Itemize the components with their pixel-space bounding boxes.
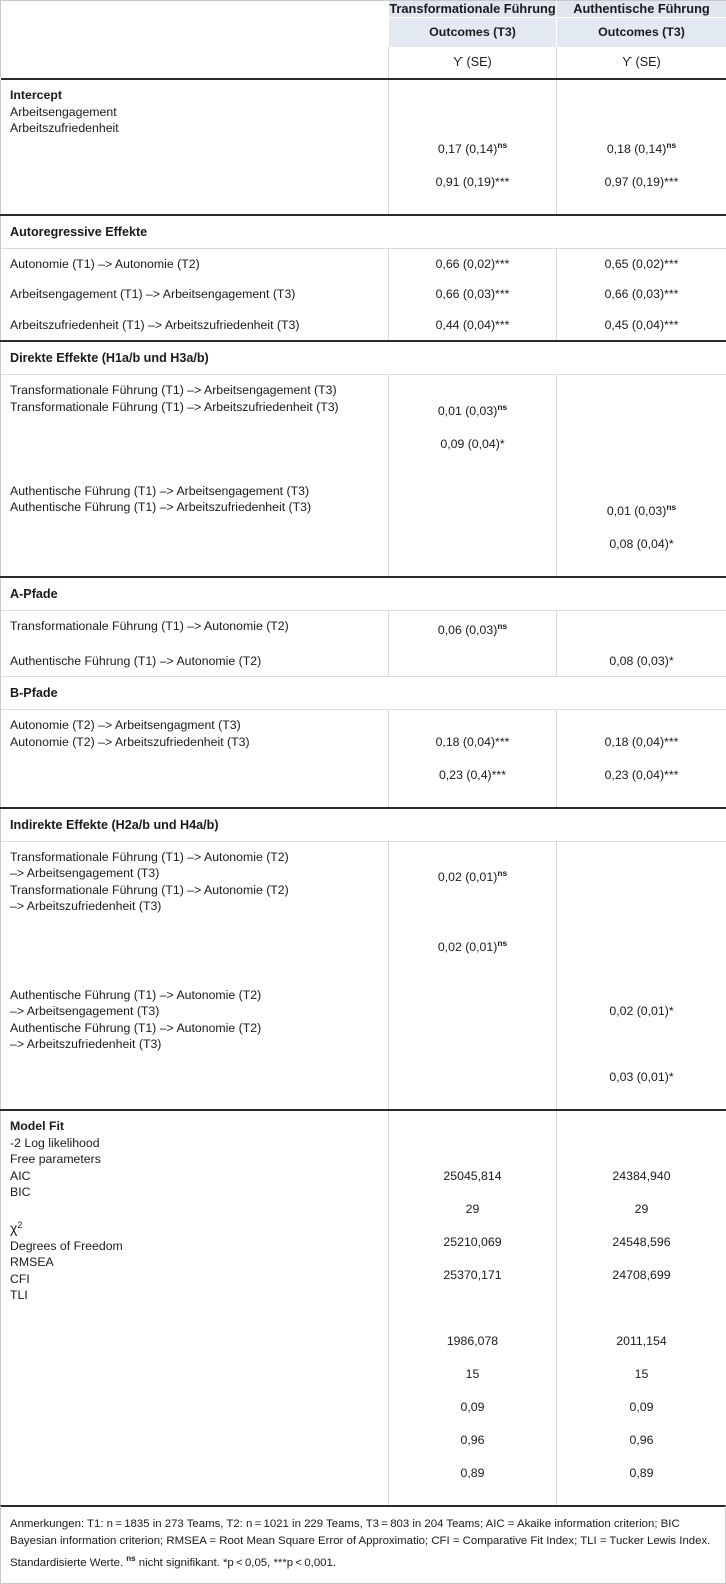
row-label-arbeitsengagement: Arbeitsengagement bbox=[10, 104, 382, 121]
value-cell-indirekt-tf-col1 bbox=[389, 841, 557, 979]
row-label-degrees-of-freedom: Degrees of Freedom bbox=[10, 1238, 382, 1255]
value-log-likelihood-col2: 24384,940 bbox=[563, 1168, 720, 1185]
blank-spacer bbox=[10, 1201, 382, 1218]
row-label-zufriedenheit-t1-t3: Arbeitszufriedenheit (T1) –> Arbeitszufriedenheit (T3) bbox=[1, 310, 389, 342]
row-label-ind-tf-1a: Transformationale Führung (T1) –> Autonomie (T2) bbox=[10, 849, 382, 866]
value-auto2-col1: 0,66 (0,03)*** bbox=[389, 279, 557, 310]
row-label-af-engagement: Authentische Führung (T1) –> Arbeitsengagement (T3) bbox=[10, 483, 382, 500]
chi-exponent: 2 bbox=[17, 1220, 22, 1230]
value-aic-col1: 25210,069 bbox=[395, 1234, 550, 1251]
row-label-ind-af-1a: Authentische Führung (T1) –> Autonomie (T2) bbox=[10, 987, 382, 1004]
table-row-auto1 bbox=[1, 248, 726, 279]
row-label-bic: BIC bbox=[10, 1184, 382, 1201]
value-cell-intercept-col1 bbox=[389, 80, 557, 215]
blank-spacer bbox=[563, 1036, 720, 1053]
value-bic-col2: 24708,699 bbox=[563, 1267, 720, 1284]
value-cell-model-fit-col1 bbox=[389, 1110, 557, 1505]
value-bic-col1: 25370,171 bbox=[395, 1267, 550, 1284]
value-tli-col2: 0,89 bbox=[563, 1465, 720, 1482]
section-header-direkte-effekte bbox=[1, 341, 726, 375]
footnote-line-2: Bayesian information criterion; RMSEA = Root Mean Square Error of Approximatio; CFI = Comparative Fit Index; TLI = Tucker Lewis Index. bbox=[10, 1535, 710, 1547]
value-rmsea-col1: 0,09 bbox=[395, 1399, 550, 1416]
value-af-engagement-col2: 0,01 (0,03) bbox=[607, 504, 666, 518]
value-auto2-col2: 0,66 (0,03)*** bbox=[557, 279, 726, 310]
row-label-b-zufriedenheit: Autonomie (T2) –> Arbeitszufriedenheit (T3) bbox=[10, 734, 382, 751]
value-chi-square-col1: 1986,078 bbox=[395, 1333, 550, 1350]
significance-marker-ns: ns bbox=[497, 140, 507, 150]
row-label-free-parameters: Free parameters bbox=[10, 1151, 382, 1168]
significance-marker-ns: ns bbox=[497, 868, 507, 878]
section-header-a-pfade bbox=[1, 577, 726, 611]
value-cell-a-tf-col2 bbox=[557, 611, 726, 646]
value-ind-af-zufriedenheit-col2: 0,03 (0,01)* bbox=[563, 1069, 720, 1086]
value-free-parameters-col2: 29 bbox=[563, 1201, 720, 1218]
column-symbol-gamma-se-col2: ϒ (SE) bbox=[557, 47, 726, 78]
row-label-direkt-tf bbox=[1, 375, 389, 476]
significance-marker-ns: ns bbox=[126, 1555, 135, 1564]
value-b-zufriedenheit-col1: 0,23 (0,4)*** bbox=[395, 767, 550, 784]
significance-marker-ns: ns bbox=[666, 140, 676, 150]
significance-marker-ns: ns bbox=[497, 402, 507, 412]
section-title-apfade: A-Pfade bbox=[1, 577, 726, 611]
value-auto3-col2: 0,45 (0,04)*** bbox=[557, 310, 726, 342]
value-tf-zufriedenheit-col1: 0,09 (0,04)* bbox=[395, 436, 550, 453]
blank-spacer bbox=[395, 1135, 550, 1152]
header-corner-blank bbox=[1, 1, 389, 79]
row-label-af-zufriedenheit: Authentische Führung (T1) –> Arbeitszufriedenheit (T3) bbox=[10, 499, 382, 516]
value-cfi-col1: 0,96 bbox=[395, 1432, 550, 1449]
footnote-line-1: Anmerkungen: T1: n = 1835 in 273 Teams, T2: n = 1021 in 229 Teams, T3 = 803 in 204 Teams; AIC = Akaike information criterion; BIC bbox=[10, 1518, 680, 1530]
section-title-direkte: Direkte Effekte (H1a/b und H3a/b) bbox=[1, 341, 726, 375]
value-intercept-zufriedenheit-col2: 0,97 (0,19)*** bbox=[563, 174, 720, 191]
row-label-indirekt-tf bbox=[1, 841, 389, 979]
significance-marker-ns: ns bbox=[666, 502, 676, 512]
column-header-transformationale-fuehrung: Transformationale Führung bbox=[389, 1, 557, 18]
table-header-group-row bbox=[1, 1, 726, 18]
value-b-engagement-col1: 0,18 (0,04)*** bbox=[395, 734, 550, 751]
row-label-intercept bbox=[1, 80, 389, 215]
table-row-direkt-tf bbox=[1, 375, 726, 476]
value-cell-model-fit-col2 bbox=[557, 1110, 726, 1505]
value-intercept-engagement-col1: 0,17 (0,14) bbox=[438, 142, 497, 156]
blank-spacer bbox=[563, 1300, 720, 1317]
significance-marker-ns: ns bbox=[497, 621, 507, 631]
section-title-bpfade: B-Pfade bbox=[1, 677, 726, 710]
row-label-chi-square bbox=[10, 1217, 382, 1238]
table-row-intercept bbox=[1, 80, 726, 215]
value-intercept-engagement-col2: 0,18 (0,14) bbox=[607, 142, 666, 156]
value-cell-direkt-af-col1 bbox=[389, 476, 557, 578]
value-cell-indirekt-tf-col2 bbox=[557, 841, 726, 979]
row-label-arbeitszufriedenheit: Arbeitszufriedenheit bbox=[10, 120, 382, 137]
row-label-model-fit bbox=[1, 1110, 389, 1505]
value-cell-direkt-tf-col1 bbox=[389, 375, 557, 476]
footnote-line-3-suffix: nicht signifikant. *p < 0,05, ***p < 0,001. bbox=[136, 1557, 336, 1569]
row-label-cfi: CFI bbox=[10, 1271, 382, 1288]
value-aic-col2: 24548,596 bbox=[563, 1234, 720, 1251]
table-footnote bbox=[0, 1505, 726, 1584]
column-header-authentische-fuehrung: Authentische Führung bbox=[557, 1, 726, 18]
chi-symbol: χ bbox=[10, 1220, 17, 1236]
value-cell-direkt-tf-col2 bbox=[557, 375, 726, 476]
value-free-parameters-col1: 29 bbox=[395, 1201, 550, 1218]
row-label-tf-zufriedenheit: Transformationale Führung (T1) –> Arbeitszufriedenheit (T3) bbox=[10, 399, 382, 416]
value-auto1-col1: 0,66 (0,02)*** bbox=[389, 248, 557, 279]
value-chi-square-col2: 2011,154 bbox=[563, 1333, 720, 1350]
row-label-ind-tf-2a: Transformationale Führung (T1) –> Autonomie (T2) bbox=[10, 882, 382, 899]
value-b-zufriedenheit-col2: 0,23 (0,04)*** bbox=[563, 767, 720, 784]
blank-spacer bbox=[395, 902, 550, 919]
value-cell-indirekt-af-col2 bbox=[557, 980, 726, 1111]
section-header-b-pfade bbox=[1, 677, 726, 710]
row-label-ind-af-1b: –> Arbeitsengagement (T3) bbox=[10, 1003, 382, 1020]
blank-spacer bbox=[395, 1300, 550, 1317]
value-cell-intercept-col2 bbox=[557, 80, 726, 215]
row-label-tf-engagement: Transformationale Führung (T1) –> Arbeitsengagement (T3) bbox=[10, 382, 382, 399]
table-row-auto3 bbox=[1, 310, 726, 342]
table-row-indirekt-tf bbox=[1, 841, 726, 979]
section-title-model-fit: Model Fit bbox=[10, 1118, 382, 1135]
row-label-ind-af-2b: –> Arbeitszufriedenheit (T3) bbox=[10, 1036, 382, 1053]
value-log-likelihood-col1: 25045,814 bbox=[395, 1168, 550, 1185]
row-label-ind-tf-1b: –> Arbeitsengagement (T3) bbox=[10, 865, 382, 882]
value-cell-direkt-af-col2 bbox=[557, 476, 726, 578]
value-df-col1: 15 bbox=[395, 1366, 550, 1383]
row-label-direkt-af bbox=[1, 476, 389, 578]
value-cell-b-col2 bbox=[557, 710, 726, 808]
value-cell-indirekt-af-col1 bbox=[389, 980, 557, 1111]
value-ind-af-engagement-col2: 0,02 (0,01)* bbox=[563, 1003, 720, 1020]
value-auto1-col2: 0,65 (0,02)*** bbox=[557, 248, 726, 279]
row-label-tli: TLI bbox=[10, 1287, 382, 1304]
column-subheader-outcomes-t3-col1: Outcomes (T3) bbox=[389, 18, 557, 48]
value-a-af-col2: 0,08 (0,03)* bbox=[557, 646, 726, 677]
section-header-autoregressive bbox=[1, 215, 726, 249]
value-tli-col1: 0,89 bbox=[395, 1465, 550, 1482]
row-label-aic: AIC bbox=[10, 1168, 382, 1185]
value-rmsea-col2: 0,09 bbox=[563, 1399, 720, 1416]
row-label-rmsea: RMSEA bbox=[10, 1254, 382, 1271]
row-label-ind-tf-2b: –> Arbeitszufriedenheit (T3) bbox=[10, 898, 382, 915]
row-label-log-likelihood: -2 Log likelihood bbox=[10, 1135, 382, 1152]
table-row-a-tf bbox=[1, 611, 726, 646]
table-row-direkt-af bbox=[1, 476, 726, 578]
row-label-a-tf: Transformationale Führung (T1) –> Autonomie (T2) bbox=[1, 611, 389, 646]
value-auto3-col1: 0,44 (0,04)*** bbox=[389, 310, 557, 342]
section-title-indirekte: Indirekte Effekte (H2a/b und H4a/b) bbox=[1, 808, 726, 842]
value-b-engagement-col2: 0,18 (0,04)*** bbox=[563, 734, 720, 751]
row-label-autonomie-t1-t2: Autonomie (T1) –> Autonomie (T2) bbox=[1, 248, 389, 279]
section-title-autoregressive: Autoregressive Effekte bbox=[1, 215, 726, 249]
value-tf-engagement-col1: 0,01 (0,03) bbox=[438, 404, 497, 418]
table-row-indirekt-af bbox=[1, 980, 726, 1111]
value-df-col2: 15 bbox=[563, 1366, 720, 1383]
value-ind-tf-zufriedenheit-col1: 0,02 (0,01) bbox=[438, 941, 497, 955]
table-row-auto2 bbox=[1, 279, 726, 310]
value-a-tf-col1: 0,06 (0,03) bbox=[438, 623, 497, 637]
column-symbol-gamma-se-col1: ϒ (SE) bbox=[389, 47, 557, 78]
row-label-b-paths bbox=[1, 710, 389, 808]
significance-marker-ns: ns bbox=[497, 938, 507, 948]
row-label-b-engagement: Autonomie (T2) –> Arbeitsengagment (T3) bbox=[10, 717, 382, 734]
value-cfi-col2: 0,96 bbox=[563, 1432, 720, 1449]
value-intercept-zufriedenheit-col1: 0,91 (0,19)*** bbox=[395, 174, 550, 191]
row-label-ind-af-2a: Authentische Führung (T1) –> Autonomie (T2) bbox=[10, 1020, 382, 1037]
blank-spacer bbox=[395, 104, 550, 121]
row-label-a-af: Authentische Führung (T1) –> Autonomie (T2) bbox=[1, 646, 389, 677]
blank-spacer bbox=[563, 104, 720, 121]
column-subheader-outcomes-t3-col2: Outcomes (T3) bbox=[557, 18, 726, 48]
footnote-line-3 bbox=[10, 1557, 336, 1569]
table-row-a-af bbox=[1, 646, 726, 677]
section-title-intercept: Intercept bbox=[10, 87, 382, 104]
row-label-engagement-t1-t3: Arbeitsengagement (T1) –> Arbeitsengagement (T3) bbox=[1, 279, 389, 310]
value-cell-a-af-col1 bbox=[389, 646, 557, 677]
row-label-indirekt-af bbox=[1, 980, 389, 1111]
value-af-zufriedenheit-col2: 0,08 (0,04)* bbox=[563, 536, 720, 553]
value-cell-b-col1 bbox=[389, 710, 557, 808]
footnote-line-3-prefix: Standardisierte Werte. bbox=[10, 1557, 126, 1569]
table-row-b-paths bbox=[1, 710, 726, 808]
table-row-model-fit bbox=[1, 1110, 726, 1505]
section-header-indirekte-effekte bbox=[1, 808, 726, 842]
blank-spacer bbox=[563, 1135, 720, 1152]
value-cell-a-tf-col1 bbox=[389, 611, 557, 646]
value-ind-tf-engagement-col1: 0,02 (0,01) bbox=[438, 870, 497, 884]
